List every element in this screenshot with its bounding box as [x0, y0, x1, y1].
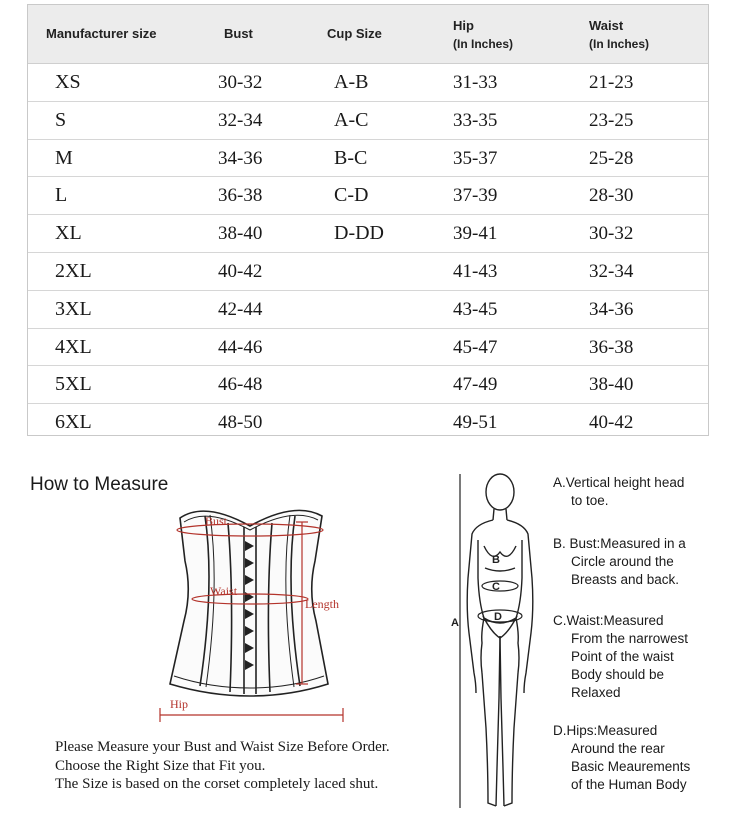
instruction-line: Choose the Right Size that Fit you.: [55, 757, 266, 774]
header-hip-unit: (In Inches): [453, 37, 514, 51]
header-hip-label: Hip: [453, 18, 474, 33]
note-line: Breasts and back.: [571, 572, 680, 587]
cell-size: S: [55, 108, 67, 131]
cell-cup: A-B: [334, 71, 369, 93]
cell-waist: 21-23: [589, 72, 634, 93]
header-waist-label: Waist: [589, 18, 624, 33]
table-row: [28, 140, 708, 178]
note-line: of the Human Body: [571, 777, 687, 792]
note-line: A.Vertical height head: [553, 475, 685, 490]
cell-waist: 40-42: [589, 412, 634, 434]
cell-bust: 48-50: [218, 412, 263, 434]
table-row: [28, 404, 708, 442]
note-line: From the narrowest: [571, 631, 689, 646]
note-line: Body should be: [571, 667, 665, 682]
table-row: [28, 215, 708, 253]
instruction-line: The Size is based on the corset completely laced shut.: [55, 776, 379, 792]
cell-waist: 34-36: [589, 298, 634, 320]
corset-hip-label: Hip: [170, 697, 188, 711]
cell-bust: 30-32: [218, 72, 263, 93]
table-body: [28, 64, 708, 442]
cell-size: L: [55, 184, 68, 207]
body-figure-diagram: [448, 468, 550, 816]
header-waist-unit: (In Inches): [589, 37, 650, 51]
cell-hip: 41-43: [453, 260, 498, 282]
cell-size: 6XL: [55, 411, 92, 434]
note-line: to toe.: [571, 493, 609, 508]
note-line: B. Bust:Measured in a: [553, 536, 686, 551]
note-line: Around the rear: [571, 741, 665, 756]
cell-cup: A-C: [334, 108, 369, 131]
cell-waist: 30-32: [589, 223, 634, 245]
cell-size: 2XL: [55, 259, 92, 282]
cell-bust: 46-48: [218, 374, 263, 396]
cell-hip: 47-49: [453, 374, 498, 396]
cell-bust: 44-46: [218, 336, 263, 358]
corset-bust-label: Bust: [205, 514, 228, 528]
cell-cup: C-D: [334, 184, 369, 207]
cell-hip: 49-51: [453, 412, 498, 434]
note-line: D.Hips:Measured: [553, 723, 658, 738]
cell-hip: 35-37: [453, 147, 498, 169]
note-line: Basic Meaurements: [571, 759, 691, 774]
note-waist: [553, 612, 688, 702]
table-row: [28, 291, 708, 329]
note-bust: [553, 535, 686, 589]
cell-bust: 36-38: [218, 185, 263, 207]
header-hip: [453, 17, 513, 53]
cell-waist: 25-28: [589, 147, 634, 169]
cell-hip: 45-47: [453, 336, 498, 358]
cell-waist: 23-25: [589, 109, 634, 131]
measure-instructions: [55, 738, 475, 794]
cell-size: 3XL: [55, 297, 92, 320]
cell-hip: 33-35: [453, 109, 498, 131]
cell-waist: 32-34: [589, 260, 634, 282]
cell-size: XS: [55, 71, 81, 93]
table-row: [28, 102, 708, 140]
cell-size: M: [55, 146, 73, 169]
body-outline-icon: [467, 474, 533, 806]
corset-diagram: [150, 496, 360, 726]
cell-size: 4XL: [55, 335, 92, 358]
size-chart-table: [27, 4, 709, 436]
note-hips: [553, 722, 690, 794]
figure-label-a: A: [451, 617, 459, 629]
cell-size: XL: [55, 222, 82, 245]
cell-cup: D-DD: [334, 222, 384, 245]
note-line: Relaxed: [571, 685, 621, 700]
figure-label-c: C: [492, 581, 500, 593]
header-size: Manufacturer size: [46, 26, 157, 41]
table-row: [28, 366, 708, 404]
waist-guide: [482, 581, 518, 591]
note-height: [553, 474, 684, 510]
note-line: C.Waist:Measured: [553, 613, 664, 628]
cell-bust: 40-42: [218, 260, 263, 282]
figure-label-b: B: [492, 554, 500, 566]
how-to-measure-title: How to Measure: [30, 474, 169, 495]
cell-hip: 37-39: [453, 185, 498, 207]
cell-size: 5XL: [55, 373, 92, 396]
header-bust: Bust: [224, 26, 253, 41]
cell-bust: 38-40: [218, 223, 263, 245]
note-line: Circle around the: [571, 554, 674, 569]
cell-waist: 36-38: [589, 336, 634, 358]
header-waist: [589, 17, 649, 53]
cell-bust: 32-34: [218, 109, 263, 131]
corset-length-label: Length: [305, 597, 339, 611]
table-row: [28, 64, 708, 102]
cell-bust: 34-36: [218, 147, 263, 169]
corset-waist-label: Waist: [210, 584, 238, 598]
table-header: [28, 5, 708, 64]
table-row: [28, 177, 708, 215]
cell-cup: B-C: [334, 146, 368, 169]
cell-waist: 38-40: [589, 374, 634, 396]
figure-label-d: D: [494, 611, 502, 623]
table-row: [28, 253, 708, 291]
cell-hip: 39-41: [453, 223, 498, 245]
table-row: [28, 329, 708, 367]
cell-waist: 28-30: [589, 185, 634, 207]
instruction-line: Please Measure your Bust and Waist Size Before Order.: [55, 739, 390, 755]
note-line: Point of the waist: [571, 649, 674, 664]
cell-bust: 42-44: [218, 298, 263, 320]
cell-hip: 43-45: [453, 298, 498, 320]
cell-hip: 31-33: [453, 72, 498, 93]
header-cup: Cup Size: [327, 26, 382, 41]
